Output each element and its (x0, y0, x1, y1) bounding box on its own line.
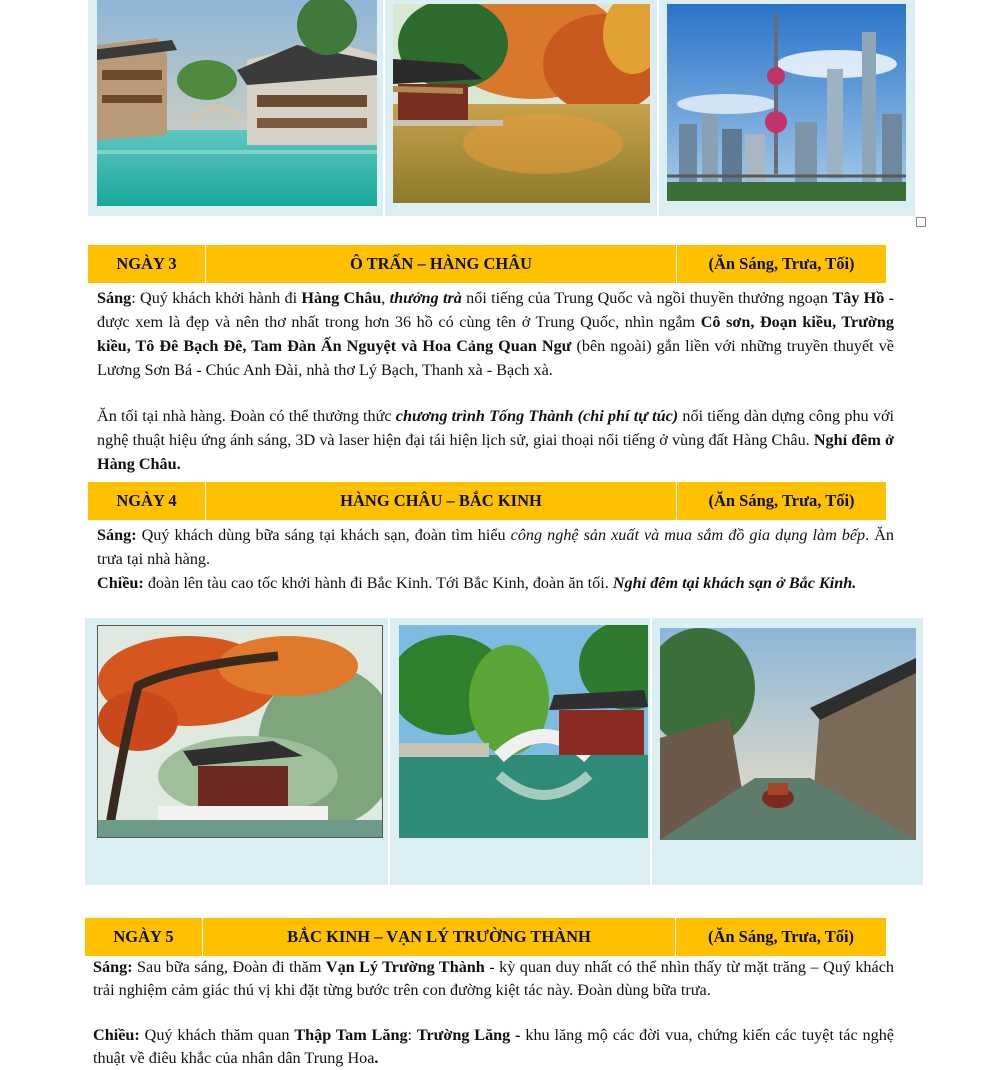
day4-paragraph-morning (97, 523, 894, 571)
text-run: Hàng Châu (301, 289, 382, 307)
text-run: Quý khách thăm quan (139, 1026, 295, 1044)
photo-divider (657, 0, 659, 216)
day5-morning-label: Sáng: (93, 958, 133, 976)
day4-route: HÀNG CHÂU – BẮC KINH (206, 482, 677, 520)
text-run: Tây Hồ - (832, 289, 895, 307)
text-run: Vạn Lý Trường Thành (325, 958, 485, 976)
day4-label: NGÀY 4 (88, 482, 206, 520)
text-run: nổi tiếng dàn dựng công phu với nghệ thuật hiệu ứng ánh sáng, 3D và laser hiện đại tái hiện lịch sử, giai thoại nổi tiếng ở vùng đất Hàng Châu. (97, 407, 894, 449)
day5-route: BẮC KINH – VẠN LÝ TRƯỜNG THÀNH (203, 918, 676, 956)
day3-route: Ô TRẤN – HÀNG CHÂU (206, 245, 677, 283)
text-run: Nghỉ đêm tại khách sạn ở Bắc Kinh. (612, 574, 857, 592)
text-run: : Quý khách khởi hành đi (131, 289, 302, 307)
photo-water-town (97, 0, 377, 206)
text-run: Nghỉ đêm ở Hàng Châu. (97, 431, 894, 473)
day4-paragraph-afternoon (97, 571, 894, 595)
day5-header (85, 918, 886, 956)
text-run: , (381, 289, 390, 307)
day3-label: NGÀY 3 (88, 245, 206, 283)
photo-autumn-pavilion (393, 4, 650, 203)
text-run: Quý khách dùng bữa sáng tại khách sạn, đoàn tìm hiểu (136, 526, 511, 544)
day5-paragraph-morning (93, 956, 894, 1001)
text-run: : (407, 1026, 417, 1044)
text-run: . Ăn trưa tại nhà hàng. (97, 526, 894, 568)
text-run: - kỳ quan duy nhất có thể nhìn thấy từ mặt trăng – Quý khách trải nghiệm cảm giác thú vị khi đặt từng bước trên con đường kiệt tác này. Đoàn dùng bữa trưa. (93, 958, 894, 999)
day3-paragraph-morning (97, 286, 894, 382)
day5-meals: (Ăn Sáng, Trưa, Tối) (707, 927, 855, 946)
day4-meals: (Ăn Sáng, Trưa, Tối) (708, 491, 855, 510)
photo-canal-boat (660, 628, 916, 840)
anchor-marker (916, 217, 926, 227)
day4-afternoon-label: Chiều: (97, 574, 144, 592)
text-run: (bên ngoài) gắn liền với những truyền thuyết về Lương Sơn Bá - Chúc Anh Đài, nhà thơ Lý Bạch, Thanh xà - Bạch xà. (97, 337, 894, 379)
day3-paragraph-evening (97, 404, 894, 476)
text-run: . (374, 1048, 379, 1067)
photo-maple-pavilion (98, 626, 382, 837)
text-run: thưởng trà (389, 289, 462, 307)
day5-paragraph-afternoon (93, 1024, 894, 1069)
text-run: công nghệ sản xuất và mua sắm đồ gia dụng làm bếp (510, 526, 866, 544)
text-run: khu lăng mộ các đời vua, chứng kiến các tuyệt tác nghệ thuật về điêu khắc của nhân dân Trung Hoa (93, 1026, 894, 1067)
photo-divider (383, 0, 385, 216)
text-run: Thập Tam Lăng (294, 1026, 408, 1044)
day4-header (88, 482, 886, 520)
text-run: Sau bữa sáng, Đoàn đi thăm (132, 958, 326, 976)
photo-arched-bridge (399, 625, 648, 838)
day5-label: NGÀY 5 (85, 918, 203, 956)
text-run: đoàn lên tàu cao tốc khởi hành đi Bắc Kinh. Tới Bắc Kinh, đoàn ăn tối. (143, 574, 613, 592)
day4-morning-label: Sáng: (97, 526, 137, 544)
text-run: Trường Lăng - (416, 1026, 521, 1044)
day3-meals: (Ăn Sáng, Trưa, Tối) (708, 254, 855, 273)
photo-shanghai-skyline (667, 4, 906, 201)
text-run: Cô sơn, Đoạn kiều, Trường kiều, Tô Đê Bạch Đê, Tam Đàn Ấn Nguyệt và Hoa Cảng Quan Ngư (97, 313, 894, 355)
day3-morning-label: Sáng (97, 289, 132, 307)
text-run: chương trình Tống Thành (chi phí tự túc) (395, 407, 679, 425)
text-run: nổi tiếng của Trung Quốc và ngồi thuyền thưởng ngoạn (461, 289, 833, 307)
day3-header (88, 245, 886, 283)
day5-afternoon-label: Chiều: (93, 1026, 140, 1044)
text-run: được xem là đẹp và nên thơ nhất trong hơn 36 hồ có cùng tên ở Trung Quốc, nhìn ngắm (97, 313, 701, 331)
photo-divider (388, 618, 390, 885)
photo-divider (650, 618, 652, 885)
text-run: Ăn tối tại nhà hàng. Đoàn có thể thưởng thức (97, 407, 396, 425)
